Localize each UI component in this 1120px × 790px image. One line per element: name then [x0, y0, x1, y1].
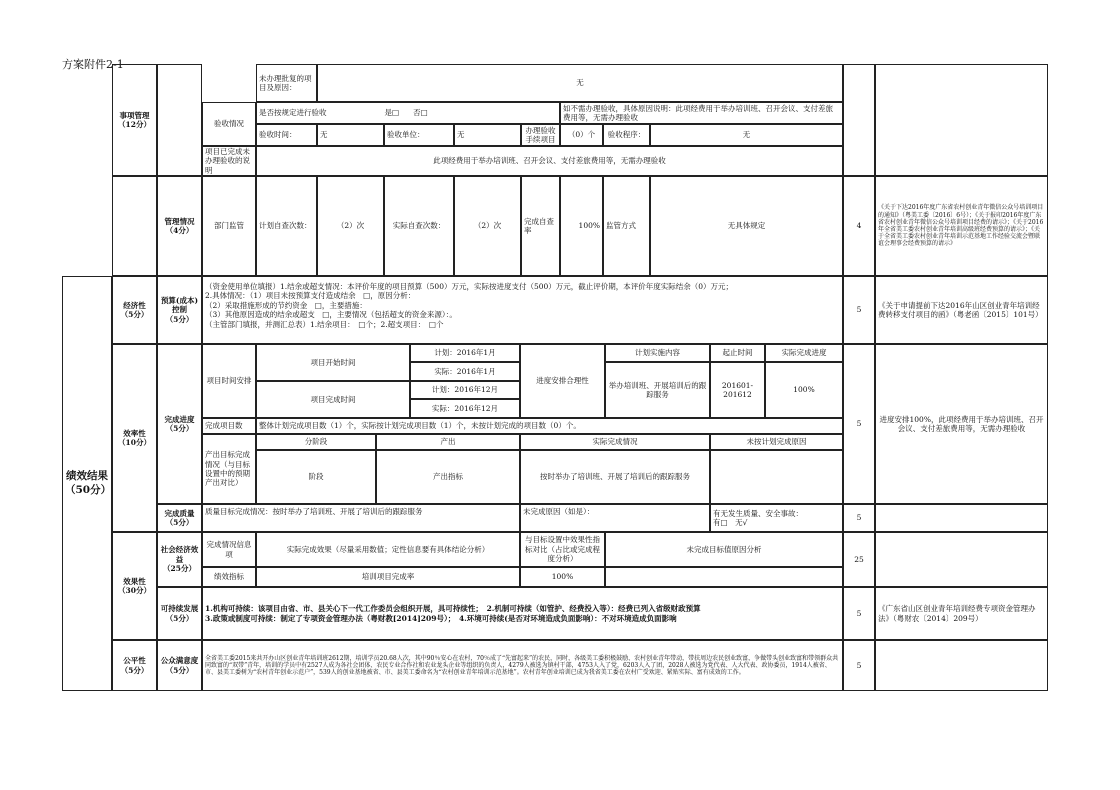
quality-score: 5	[843, 504, 875, 532]
start-plan: 计划：2016年1月	[410, 344, 520, 362]
acceptance-note: 如不需办理验收，具体原因说明：此项经费用于举办培训班、召开会议、支付差旅费用等，无需办理验收	[560, 102, 843, 124]
kpi-value: 培训项目完成率	[256, 567, 520, 587]
acceptance-yes: 是□	[384, 108, 400, 118]
economy-label: 经济性 （5分）	[112, 276, 157, 344]
end-plan: 计划：2016年12月	[410, 381, 520, 399]
acc-time-value: 无	[317, 124, 384, 146]
method-value: 无具体规定	[650, 176, 843, 276]
act-check-value: （2）次	[454, 176, 521, 276]
actual-completion-header: 实际完成情况	[520, 434, 710, 450]
efficiency-reference: 进度安排100%，此项经费用于举办培训班、召开会议、支付差旅费用等，无需办理验收	[875, 344, 1048, 504]
efficiency-score: 5	[843, 344, 875, 504]
quality-text: 质量目标完成情况：按时举办了培训班、开展了培训后的跟踪服务	[202, 504, 520, 532]
quality-label: 完成质量 （5分）	[157, 504, 202, 532]
period-header: 起止时间	[710, 344, 765, 362]
unfinished-reason-header: 未按计划完成原因	[710, 434, 843, 450]
method-label: 监管方式	[603, 176, 650, 276]
budget-control-label: 预算(成本)控制 （5分）	[157, 276, 202, 344]
sustainability-reference: 《广东省山区创业青年培训经费专项资金管理办法》（粤财农〔2014〕209号）	[875, 587, 1048, 640]
acceptance-no: 否□	[413, 108, 428, 118]
unapproved-value: 无	[317, 64, 843, 102]
unfinished-target-label: 未完成目标值原因分析	[605, 532, 843, 567]
output-header: 产出	[376, 434, 520, 450]
effectiveness-label: 效果性 （30分）	[112, 532, 157, 640]
stage-header: 分阶段	[256, 434, 376, 450]
period-value: 201601-201612	[710, 362, 765, 418]
acc-unit-label: 验收单位：	[384, 124, 454, 146]
mgmt-label: 管理情况 （4分）	[157, 176, 202, 276]
time-arrangement-label: 项目时间安排	[202, 344, 256, 418]
blank-cell	[843, 64, 875, 176]
blank-cell	[875, 64, 1048, 176]
info-item-value: 实际完成效果（尽量采用数值；定性信息要有具体结论分析）	[256, 532, 520, 567]
target-comparison-label: 与目标设置中效果性指标对比（占比或完成程度分析）	[520, 532, 605, 567]
plan-check-label: 计划自查次数：	[256, 176, 317, 276]
mgmt-reference: 《关于下达2016年度广东省农村创业青年微信公众号培训项目的通知》（粤美工委〔2016〕6号）；《关于报印2016年度广东省农村创业青年微信公众号培训项目经费的请示》；《关于2016年全省美工委农村创业青年培训高级班经费预算的请示》；《关于全省美工委农村创业青年培训示范基地工作经验交流会暨联谊会理事会经费预算的请示》	[875, 176, 1048, 276]
blank-cell	[157, 64, 202, 176]
quality-unfinished-reason: 未完成原因（如是）：	[520, 504, 710, 532]
rate-label: 完成自查率	[521, 176, 560, 276]
kpi-label: 绩效指标	[202, 567, 256, 587]
fairness-label: 公平性 （5分）	[112, 640, 157, 691]
social-score: 25	[843, 532, 875, 587]
done-value: 此项经费用于举办培训班、召开会议、支付差旅费用等，无需办理验收	[256, 146, 843, 176]
end-actual: 实际：2016年12月	[410, 399, 520, 418]
sustainability-score: 5	[843, 587, 875, 640]
info-item-label: 完成情况信息项	[202, 532, 256, 567]
end-time-label: 项目完成时间	[256, 381, 410, 418]
output-comparison-label: 产出目标完成情况（与目标设置中的预期产出对比）	[202, 434, 256, 504]
fairness-score: 5	[843, 640, 875, 691]
progress-header: 实际完成进度	[765, 344, 843, 362]
unapproved-label: 未办理批复的项目及原因：	[256, 64, 317, 102]
acceptance-question-text: 是否按规定进行验收	[259, 108, 327, 118]
acc-unit-value: 无	[454, 124, 521, 146]
economy-score: 5	[843, 276, 875, 344]
reasonableness-label: 进度安排合理性	[520, 344, 605, 418]
unfinished-reason-value	[710, 450, 843, 504]
performance-results-label: 绩效结果 （50分）	[62, 276, 112, 691]
progress-value: 100%	[765, 362, 843, 418]
blank-cell	[875, 532, 1048, 587]
progress-label: 完成进度 （5分）	[157, 344, 202, 504]
acceptance-label: 验收情况	[202, 102, 256, 146]
acc-proc-value: （0）个	[560, 124, 603, 146]
count-value: 整体计划完成项目数（1）个，实际按计划完成项目数（1）个，未按计划完成的项目数（0）个。	[256, 418, 843, 434]
satisfaction-label: 公众满意度 （5分）	[157, 640, 202, 691]
acc-prog-value: 无	[650, 124, 843, 146]
output-index-value: 产出指标	[376, 450, 520, 504]
blank-cell	[875, 640, 1048, 691]
start-time-label: 项目开始时间	[256, 344, 410, 381]
acc-prog-label: 验收程序：	[603, 124, 650, 146]
plan-check-value: （2）次	[317, 176, 384, 276]
kpi-percent: 100%	[520, 567, 605, 587]
cat-matter-management: 事项管理 （12分）	[112, 64, 157, 176]
rate-value: 100%	[560, 176, 603, 276]
plan-content-header: 计划实施内容	[605, 344, 710, 362]
dept-label: 部门监管	[202, 176, 256, 276]
page-header: 方案附件2-1	[62, 58, 124, 71]
blank-cell	[875, 504, 1048, 532]
acc-proc-label: 办理验收手续项目	[521, 124, 560, 146]
fairness-text: 全省美工委2015来共开办山区创业青年培训班2612期，培训学员20.68人次，其中90％安心在农村，70％成了“先富起来”的农民，同时，各级美工委积极鼓励、农村创业青年带动，带扶周边农民创业致富，争做带头创业致富和带领群众共同致富的“双带”青年，培训的学员中有2527人成为各社会团体、农民专业合作社和农业龙头企业等组织的负责人，4279人被选为镇村干部，4753人入了党，6203人入了团，2028人被选为党代表、人大代表、政协委员，1914人被省、市、县美工委树为“农村青年创业示范户”，539人的创业基地被省、市、县美工委命名为“农村创业青年培训示范基地”。农村青年创业培训已成为我省美工委在农村广受欢迎、紧贴实际、富有成效的工作。	[202, 640, 843, 691]
actual-completion-value: 按时举办了培训班、开展了培训后的跟踪服务	[520, 450, 710, 504]
blank-cell	[112, 176, 157, 276]
economy-reference: 《关于申请提前下达2016年山区创业青年培训经费转移支付项目的函》（粤老函〔2015〕101号）	[875, 276, 1048, 344]
start-actual: 实际：2016年1月	[410, 362, 520, 381]
economy-text: （资金使用单位填报）1.结余或超支情况：本评价年度的项目预算（500）万元，实际按进度支付（500）万元，截止评价期，本评价年度实际结余（0）万元； 2.具体情况：（1）项目未按预算支付造成结余 □，原因分析： （2）采取措施形成的节约资金 □，主要措施： （3）其他原因造成的结余或超支 □，主要情况（包括超支的资金来源）：。 （主管部门填报，并测汇总表）1.结余项目： □个；2.超支项目： □个	[202, 276, 843, 344]
act-check-label: 实际自查次数：	[384, 176, 454, 276]
kpi-unfinished-reason	[605, 567, 843, 587]
mgmt-score: 4	[843, 176, 875, 276]
acc-time-label: 验收时间：	[256, 124, 317, 146]
plan-content-value: 举办培训班、开展培训后的跟踪服务	[605, 362, 710, 418]
sustainability-text: 1.机构可持续：该项目由省、市、县关心下一代工作委员会组织开展，具可持续性； 2.机制可持续（如管护、经费投入等）：经费已列入省级财政预算 3.政策或制度可持续：制定了专项资金管理办法（粤财教[2014]209号）； 4.环境可持续(是否对环境造成负面影响）：不对环境造成负面影响	[202, 587, 843, 640]
count-label: 完成项目数	[202, 418, 256, 434]
quality-safety: 有无发生质量、安全事故： 有□ 无√	[710, 504, 843, 532]
done-label: 项目已完成未办理验收的说明	[202, 146, 256, 176]
social-benefit-label: 社会经济效益 （25分）	[157, 532, 202, 587]
stage-value: 阶段	[256, 450, 376, 504]
sustainability-label: 可持续发展 （5分）	[157, 587, 202, 640]
acceptance-question	[256, 102, 560, 124]
efficiency-label: 效率性 （10分）	[112, 344, 157, 532]
